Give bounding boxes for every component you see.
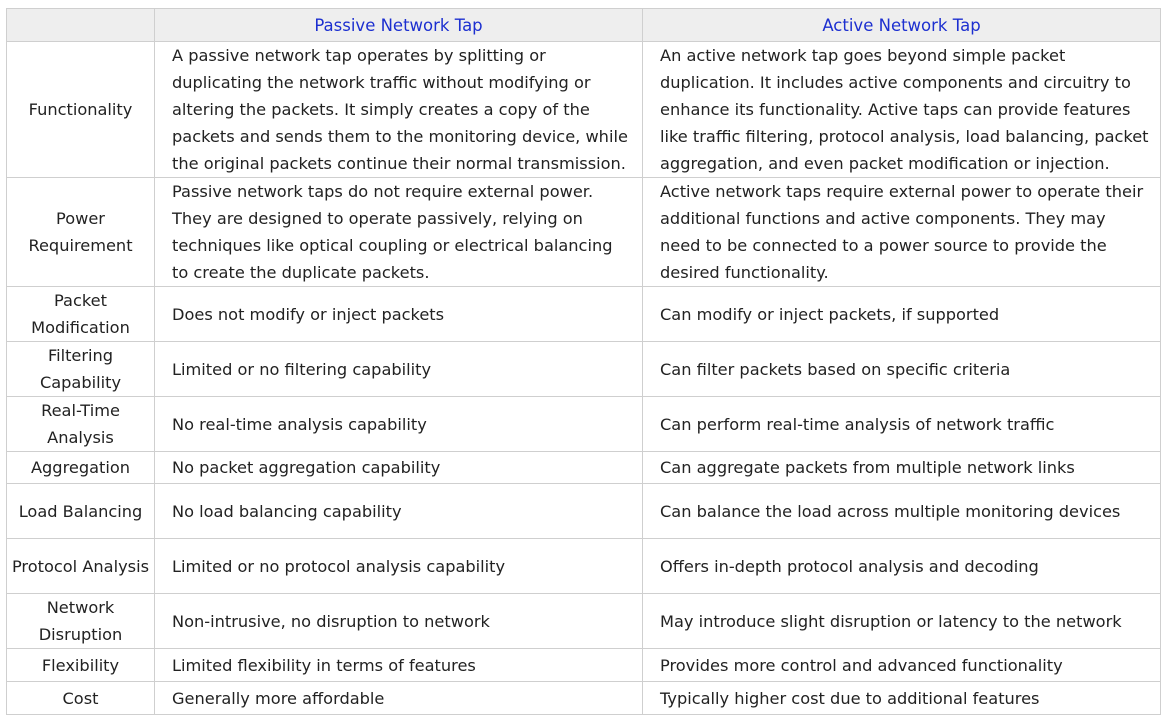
feature-cell: Functionality bbox=[7, 42, 155, 178]
feature-cell: Network Disruption bbox=[7, 594, 155, 649]
passive-cell: No load balancing capability bbox=[155, 484, 643, 539]
table-row-flexibility bbox=[7, 649, 1161, 682]
table-row-real-time-analysis bbox=[7, 397, 1161, 452]
passive-cell: Limited flexibility in terms of features bbox=[155, 649, 643, 682]
table-row-protocol-analysis bbox=[7, 539, 1161, 594]
table-row-network-disruption bbox=[7, 594, 1161, 649]
header-feature bbox=[7, 9, 155, 42]
table-row-cost bbox=[7, 682, 1161, 715]
table-row-functionality bbox=[7, 42, 1161, 178]
header-active-network-tap: Active Network Tap bbox=[643, 9, 1161, 42]
header-passive-network-tap: Passive Network Tap bbox=[155, 9, 643, 42]
passive-cell: Generally more affordable bbox=[155, 682, 643, 715]
passive-cell: Limited or no protocol analysis capability bbox=[155, 539, 643, 594]
active-cell: Can perform real-time analysis of network traffic bbox=[643, 397, 1161, 452]
table-header-row bbox=[7, 9, 1161, 42]
table-row-filtering-capability bbox=[7, 342, 1161, 397]
feature-cell: Cost bbox=[7, 682, 155, 715]
active-cell: An active network tap goes beyond simple packet duplication. It includes active components and circuitry to enhance its functionality. Active taps can provide features like traffic filtering, protocol analysis, load balancing, packet aggregation, and even packet modification or injection. bbox=[643, 42, 1161, 178]
feature-cell: Flexibility bbox=[7, 649, 155, 682]
active-cell: Can balance the load across multiple monitoring devices bbox=[643, 484, 1161, 539]
table-row-power-requirement bbox=[7, 178, 1161, 287]
feature-cell: Packet Modification bbox=[7, 287, 155, 342]
active-cell: Active network taps require external power to operate their additional functions and active components. They may need to be connected to a power source to provide the desired functionality. bbox=[643, 178, 1161, 287]
active-cell: Typically higher cost due to additional features bbox=[643, 682, 1161, 715]
table-row-load-balancing bbox=[7, 484, 1161, 539]
comparison-table bbox=[6, 8, 1161, 715]
comparison-table-container bbox=[6, 8, 1160, 715]
feature-cell: Load Balancing bbox=[7, 484, 155, 539]
active-cell: May introduce slight disruption or latency to the network bbox=[643, 594, 1161, 649]
active-cell: Provides more control and advanced functionality bbox=[643, 649, 1161, 682]
feature-cell: Protocol Analysis bbox=[7, 539, 155, 594]
passive-cell: A passive network tap operates by splitting or duplicating the network traffic without modifying or altering the packets. It simply creates a copy of the packets and sends them to the monitoring device, while the original packets continue their normal transmission. bbox=[155, 42, 643, 178]
table-row-aggregation bbox=[7, 452, 1161, 484]
passive-cell: Does not modify or inject packets bbox=[155, 287, 643, 342]
passive-cell: No packet aggregation capability bbox=[155, 452, 643, 484]
table-row-packet-modification bbox=[7, 287, 1161, 342]
feature-cell: Filtering Capability bbox=[7, 342, 155, 397]
active-cell: Can modify or inject packets, if supported bbox=[643, 287, 1161, 342]
active-cell: Can aggregate packets from multiple network links bbox=[643, 452, 1161, 484]
feature-cell: Power Requirement bbox=[7, 178, 155, 287]
feature-cell: Aggregation bbox=[7, 452, 155, 484]
active-cell: Offers in-depth protocol analysis and decoding bbox=[643, 539, 1161, 594]
feature-cell: Real-Time Analysis bbox=[7, 397, 155, 452]
passive-cell: Passive network taps do not require external power. They are designed to operate passively, relying on techniques like optical coupling or electrical balancing to create the duplicate packets. bbox=[155, 178, 643, 287]
passive-cell: Limited or no filtering capability bbox=[155, 342, 643, 397]
passive-cell: Non-intrusive, no disruption to network bbox=[155, 594, 643, 649]
active-cell: Can filter packets based on specific criteria bbox=[643, 342, 1161, 397]
passive-cell: No real-time analysis capability bbox=[155, 397, 643, 452]
